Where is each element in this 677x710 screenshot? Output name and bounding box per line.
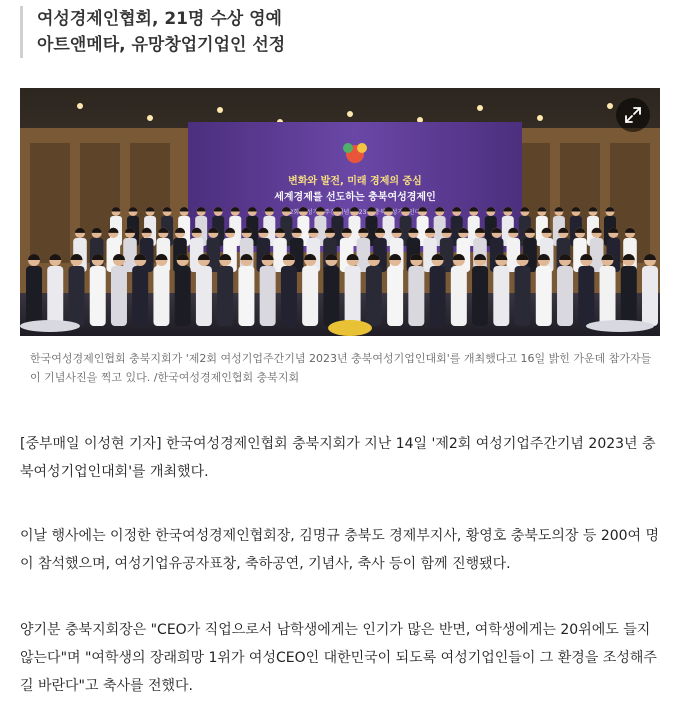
article-subheadline xyxy=(20,6,667,58)
article-paragraph-1: [중부매일 이성현 기자] 한국여성경제인협회 충북지회가 지난 14일 '제2회 여성기업주간기념 2023년 충북여성기업인대회'를 개최했다. xyxy=(20,436,656,480)
article-paragraph-2: 이날 행사에는 이정한 한국여성경제인협회장, 김명규 충북도 경제부지사, 황영호 충북도의장 등 200여 명이 참석했으며, 여성기업유공자표창, 축하공연, 기념사, 축사 등이 함께 진행됐다. xyxy=(20,528,660,572)
banner-text-line-2: 세계경제를 선도하는 충북여성경제인 xyxy=(274,192,436,203)
expand-icon xyxy=(625,107,641,123)
banner-text-line-3: 제2회 기념 2023년 충북여성기업인대회 xyxy=(283,209,427,216)
group-photo-illustration xyxy=(20,88,660,336)
article-photo[interactable] xyxy=(20,88,660,336)
photo-caption: 한국여성경제인협회 충북지회가 '제2회 여성기업주간기념 2023년 충북여성기업인대회'를 개최했다고 16일 밝힌 가운데 참가자들이 기념사진을 찍고 있다. /한국여성경제인협회 충북지회 xyxy=(30,352,652,384)
banner-text-line-1: 변화와 발전, 미래 경제의 중심 xyxy=(288,176,422,187)
article-paragraph-3: 양기분 충북지회장은 "CEO가 직업으로서 남학생에게는 인기가 많은 반면, 여학생에게는 20위에도 들지 않는다"며 "여학생의 장래희망 1위가 여성CEO인 대한민국이 되도록 여성기업인들이 그 환경을 조성해주길 바란다"고 축사를 전했다. xyxy=(20,622,657,694)
expand-photo-button[interactable] xyxy=(616,98,650,132)
subheadline-line-2: 아트앤메타, 유망창업기업인 선정 xyxy=(37,35,286,55)
subheadline-line-1: 여성경제인협회, 21명 수상 영예 xyxy=(37,9,282,29)
